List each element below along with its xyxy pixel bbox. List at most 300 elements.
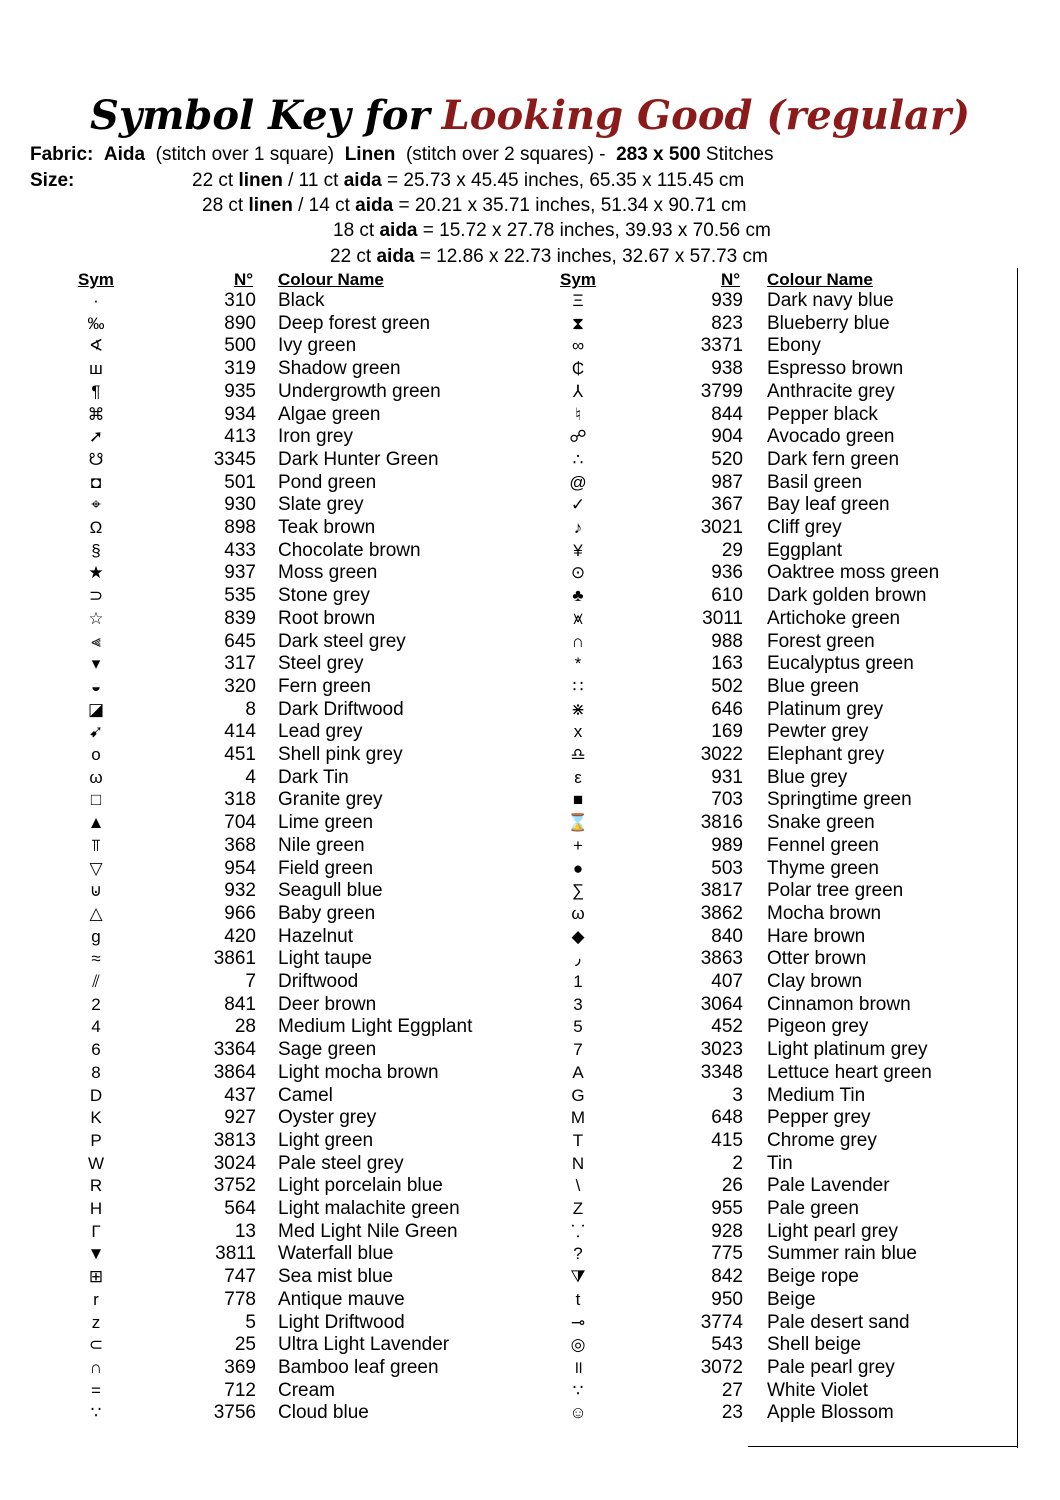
thread-number: 29 — [721, 539, 743, 561]
colour-name: Blue grey — [767, 766, 848, 788]
colour-name: Pale green — [767, 1198, 859, 1219]
stitch-symbol: K — [90, 1108, 102, 1128]
colour-name: Dark Driftwood — [278, 698, 404, 720]
thread-number: 842 — [711, 1266, 743, 1288]
stitch-symbol: 7 — [573, 1040, 583, 1060]
stitch-symbol: ω — [571, 903, 585, 923]
size-line — [202, 195, 747, 217]
stitch-symbol: ∑ — [571, 881, 585, 901]
thread-number: 413 — [224, 426, 256, 448]
stitch-symbol: 8 — [91, 1062, 101, 1082]
thread-number: 747 — [224, 1266, 256, 1288]
stitch-symbol: ★ — [88, 563, 104, 583]
fabric-linen-note: (stitch over 2 squares) - — [405, 144, 606, 165]
size-pre: 18 ct — [333, 220, 375, 241]
stitch-symbol: Ω — [89, 518, 103, 537]
colour-name: Blue green — [767, 675, 859, 697]
stitch-symbol: ☺ — [569, 1403, 587, 1423]
stitch-symbol: D — [89, 1085, 103, 1105]
stitch-symbol: ¶ — [91, 381, 101, 401]
thread-number: 420 — [224, 925, 256, 947]
stitch-symbol: 2 — [91, 994, 101, 1014]
fabric-aida: Aida — [103, 144, 146, 165]
size-line — [333, 220, 771, 242]
colour-name: Pigeon grey — [767, 1016, 869, 1038]
stitch-symbol: A — [572, 1062, 584, 1082]
stitch-symbol: N — [571, 1153, 585, 1173]
stitch-symbol: @ — [569, 472, 587, 492]
colour-name: Undergrowth green — [278, 380, 441, 402]
thread-number: 4 — [245, 766, 256, 788]
colour-name: Bay leaf green — [767, 494, 890, 516]
colour-name: Light Driftwood — [278, 1311, 405, 1333]
colour-name: Light mocha brown — [278, 1061, 439, 1083]
stitch-symbol: ▽ — [89, 858, 103, 878]
stitch-symbol: · — [93, 291, 99, 310]
size-aida: aida — [343, 170, 382, 191]
thread-number: 3864 — [213, 1061, 256, 1083]
stitch-symbol: ⌘ — [87, 404, 105, 424]
colour-name: Basil green — [767, 471, 863, 493]
colour-name: Artichoke green — [767, 607, 901, 629]
thread-number: 898 — [224, 517, 256, 538]
stitch-symbol: ▼ — [87, 1244, 105, 1264]
colour-name: Root brown — [278, 607, 376, 629]
colour-name: Beige — [767, 1288, 816, 1310]
thread-number: 950 — [711, 1288, 743, 1310]
stitch-symbol: ⊍ — [89, 881, 103, 901]
colour-name: Black — [278, 290, 325, 311]
thread-number: 3022 — [700, 744, 743, 765]
stitch-symbol: ω — [89, 767, 103, 787]
stitch-symbol: ☋ — [88, 449, 104, 469]
stitch-symbol: § — [91, 540, 101, 560]
thread-number: 3861 — [213, 948, 256, 970]
colour-name: Mocha brown — [767, 902, 882, 924]
colour-name: Sea mist blue — [278, 1266, 394, 1288]
stitch-symbol: t — [575, 1289, 581, 1309]
size-line — [330, 246, 768, 268]
colour-name: Nile green — [278, 834, 365, 856]
thread-number: 3799 — [700, 380, 743, 402]
thread-number: 437 — [224, 1084, 256, 1106]
thread-number: 3813 — [213, 1129, 256, 1151]
stitch-symbol: ∩ — [89, 1357, 103, 1377]
thread-number: 310 — [224, 290, 256, 311]
right-border-line — [1017, 268, 1018, 1448]
thread-number: 501 — [224, 471, 256, 493]
colour-name: Granite grey — [278, 789, 383, 811]
thread-number: 3817 — [700, 880, 743, 902]
thread-number: 955 — [711, 1198, 743, 1219]
thread-number: 3752 — [213, 1175, 256, 1197]
thread-number: 966 — [224, 902, 256, 924]
stitch-symbol: ¥ — [573, 540, 583, 560]
stitch-symbol: 3 — [573, 994, 583, 1014]
stitch-symbol: ⫷ — [91, 631, 101, 651]
stitch-symbol: ₵ — [571, 359, 585, 379]
colour-name: Clay brown — [767, 971, 863, 992]
fabric-label: Fabric: — [30, 144, 94, 165]
stitch-symbol: ॥ — [572, 1357, 584, 1377]
colour-name: Avocado green — [767, 426, 895, 448]
colour-name: Springtime green — [767, 789, 912, 811]
colour-name: Eggplant — [767, 539, 843, 561]
stitch-symbol: ε — [574, 767, 582, 787]
thread-number: 703 — [711, 789, 743, 811]
thread-number: 954 — [224, 857, 256, 879]
size-mid: / 11 ct — [288, 170, 339, 191]
thread-number: 3863 — [700, 948, 743, 970]
thread-number: 163 — [711, 653, 743, 675]
colour-name: Lead grey — [278, 721, 363, 743]
thread-number: 3816 — [700, 812, 743, 834]
colour-name: Pewter grey — [767, 721, 869, 743]
thread-number: 3348 — [700, 1061, 743, 1083]
stitch-symbol: ◎ — [570, 1335, 586, 1355]
stitch-symbol: 6 — [91, 1040, 101, 1060]
thread-number: 930 — [224, 494, 256, 516]
colour-name: Beige rope — [767, 1266, 859, 1288]
stitch-symbol: o — [91, 745, 101, 764]
thread-number: 317 — [224, 653, 256, 675]
colour-name: Light platinum grey — [767, 1039, 928, 1061]
stitch-symbol: ⩙ — [573, 608, 583, 628]
stitch-symbol: z — [91, 1312, 101, 1332]
thread-number: 937 — [224, 562, 256, 584]
thread-number: 839 — [224, 607, 256, 629]
thread-number: 535 — [224, 585, 256, 607]
thread-number: 169 — [711, 721, 743, 743]
pattern-name: Looking Good (regular) — [441, 92, 971, 139]
colour-name: Chrome grey — [767, 1129, 877, 1151]
colour-name: Ivy green — [278, 335, 357, 357]
thread-number: 3024 — [213, 1152, 256, 1174]
thread-number: 3011 — [702, 607, 743, 629]
thread-number: 3756 — [213, 1402, 256, 1424]
colour-name: Fennel green — [767, 834, 879, 856]
stitch-symbol: P — [90, 1130, 102, 1150]
stitch-symbol: ≈ — [91, 949, 101, 969]
fabric-aida-note: (stitch over 1 square) — [155, 144, 335, 165]
colour-name: Thyme green — [767, 857, 879, 879]
stitch-symbol: ♮ — [574, 404, 582, 424]
thread-number: 367 — [711, 494, 743, 516]
stitch-symbol: ☍ — [569, 427, 587, 447]
colour-name: Slate grey — [278, 494, 364, 516]
stitch-symbol: ▾ — [91, 654, 101, 674]
thread-number: 939 — [711, 290, 743, 311]
colour-name: Lime green — [278, 812, 374, 834]
colour-name: Pond green — [278, 471, 377, 493]
size-mid: / 14 ct — [298, 195, 350, 216]
thread-number: 840 — [711, 925, 743, 947]
colour-name: Cliff grey — [767, 517, 842, 538]
size-aida: aida — [376, 246, 415, 267]
stitch-symbol: ⊞ — [88, 1267, 104, 1287]
stitch-symbol: M — [570, 1108, 586, 1128]
thread-number: 989 — [711, 834, 743, 856]
thread-number: 28 — [234, 1016, 256, 1038]
stitch-symbol: 4 — [91, 1017, 101, 1037]
size-linen: linen — [248, 195, 293, 216]
thread-number: 415 — [711, 1129, 743, 1151]
stitch-symbol: ∷ — [572, 676, 584, 696]
colour-name: Dark steel grey — [278, 630, 406, 652]
thread-number: 987 — [711, 471, 743, 493]
size-dims: = 12.86 x 22.73 inches, 32.67 x 57.73 cm — [419, 246, 768, 267]
stitch-symbol: △ — [89, 903, 103, 923]
stitch-symbol: ◆ — [571, 926, 585, 946]
colour-name: Snake green — [767, 812, 875, 834]
stitch-symbol: 1 — [573, 972, 583, 991]
thread-number: 904 — [711, 426, 743, 448]
colour-name: Cloud blue — [278, 1402, 369, 1424]
thread-number: 3862 — [700, 902, 743, 924]
stitch-symbol: ⫪ — [91, 835, 101, 855]
colour-name: Camel — [278, 1084, 333, 1106]
thread-number: 988 — [711, 630, 743, 652]
thread-number: 3811 — [215, 1243, 256, 1265]
size-dims: = 25.73 x 45.45 inches, 65.35 x 115.45 cm — [387, 170, 745, 191]
colour-name: Deer brown — [278, 993, 377, 1015]
colour-name: Shadow green — [278, 358, 401, 380]
stitch-symbol: ٫ — [575, 949, 581, 969]
thread-number: 543 — [711, 1334, 743, 1356]
colour-name: Deep forest green — [278, 312, 431, 334]
size-pre: 22 ct — [330, 246, 372, 267]
stitch-symbol: ⊃ — [88, 586, 104, 606]
colour-name: Sage green — [278, 1039, 377, 1061]
colour-name: Espresso brown — [767, 358, 904, 380]
colour-name: Field green — [278, 857, 374, 879]
colour-name: Lettuce heart green — [767, 1061, 932, 1083]
stitch-symbol: ш — [89, 359, 103, 379]
colour-name: Pale Lavender — [767, 1175, 890, 1197]
colour-name: Pale steel grey — [278, 1152, 404, 1174]
stitch-symbol: ∞ — [571, 336, 585, 356]
stitch-symbol: ♣ — [572, 586, 584, 606]
colour-name: Driftwood — [278, 971, 359, 992]
thread-number: 936 — [711, 562, 743, 584]
colour-name: Dark navy blue — [767, 290, 894, 311]
stitch-symbol: ➚ — [88, 427, 104, 447]
size-pre: 22 ct — [192, 170, 234, 191]
stitch-symbol: ⸪ — [571, 1221, 585, 1241]
colour-name: Cream — [278, 1379, 336, 1401]
thread-number: 3 — [732, 1084, 743, 1106]
colour-name: Ultra Light Lavender — [278, 1334, 450, 1356]
colour-name: Antique mauve — [278, 1288, 405, 1310]
thread-number: 645 — [224, 630, 256, 652]
thread-number: 3774 — [700, 1311, 743, 1333]
stitches-word: Stitches — [705, 144, 774, 165]
thread-number: 2 — [732, 1152, 743, 1174]
colour-name: Bamboo leaf green — [278, 1356, 439, 1378]
thread-number: 775 — [711, 1243, 743, 1265]
stitch-symbol: ◒ — [90, 676, 102, 696]
thread-number: 7 — [245, 971, 256, 992]
thread-number: 369 — [224, 1356, 256, 1378]
thread-number: 931 — [711, 766, 743, 788]
colour-name: Hare brown — [767, 925, 866, 947]
thread-number: 319 — [224, 358, 256, 380]
stitch-symbol: ⅄ — [572, 381, 584, 401]
colour-name: Summer rain blue — [767, 1243, 917, 1265]
stitch-symbol: = — [91, 1380, 101, 1400]
stitch-symbol: ◪ — [87, 699, 105, 719]
thread-number: 503 — [711, 857, 743, 879]
stitch-symbol: ∴ — [572, 449, 584, 469]
colour-name: Elephant grey — [767, 744, 885, 765]
colour-name: Forest green — [767, 630, 875, 652]
stitch-symbol: ⫽ — [92, 972, 100, 991]
stitch-symbol: r — [93, 1289, 99, 1309]
thread-number: 26 — [721, 1175, 743, 1197]
thread-number: 520 — [711, 448, 743, 470]
colour-name: Medium Light Eggplant — [278, 1016, 473, 1038]
thread-number: 932 — [224, 880, 256, 902]
thread-number: 13 — [234, 1220, 256, 1242]
colour-name: Anthracite grey — [767, 380, 895, 402]
stitch-symbol: g — [91, 926, 101, 946]
thread-number: 502 — [711, 675, 743, 697]
colour-name: Chocolate brown — [278, 539, 421, 561]
stitch-symbol: □ — [90, 790, 102, 810]
thread-number: 3371 — [700, 335, 743, 357]
size-linen: linen — [238, 170, 283, 191]
thread-number: 927 — [224, 1107, 256, 1129]
thread-number: 778 — [224, 1288, 256, 1310]
colour-name: Oyster grey — [278, 1107, 377, 1129]
stitch-symbol: G — [571, 1085, 585, 1105]
thread-number: 712 — [224, 1379, 256, 1401]
thread-number: 844 — [711, 403, 743, 425]
colour-name: Otter brown — [767, 948, 867, 970]
colour-name: Light malachite green — [278, 1198, 460, 1219]
page-title — [0, 92, 1060, 139]
stitch-symbol: ∩ — [571, 631, 585, 651]
thread-number: 938 — [711, 358, 743, 380]
stitch-symbol: x — [573, 722, 583, 742]
thread-number: 25 — [234, 1334, 256, 1356]
thread-number: 414 — [224, 721, 256, 743]
colour-name: Dark golden brown — [767, 585, 927, 607]
thread-number: 841 — [224, 993, 256, 1015]
colour-name: Dark fern green — [767, 448, 900, 470]
stitch-symbol: ⊂ — [88, 1335, 104, 1355]
stitch-symbol: ⊸ — [570, 1312, 586, 1332]
header-sym-right: Sym — [560, 270, 596, 289]
colour-name: Tin — [767, 1152, 793, 1174]
colour-name: Waterfall blue — [278, 1243, 394, 1265]
colour-name: Cinnamon brown — [767, 993, 911, 1015]
colour-name: Moss green — [278, 562, 378, 584]
thread-number: 646 — [711, 698, 743, 720]
size-label: Size: — [30, 170, 75, 191]
colour-name: Shell pink grey — [278, 744, 403, 765]
size-aida: aida — [379, 220, 418, 241]
thread-number: 452 — [711, 1016, 743, 1038]
thread-number: 5 — [245, 1311, 256, 1333]
thread-number: 27 — [721, 1379, 743, 1401]
colour-name: Apple Blossom — [767, 1402, 894, 1424]
size-pre: 28 ct — [202, 195, 244, 216]
thread-number: 935 — [224, 380, 256, 402]
stitch-symbol: W — [87, 1153, 105, 1173]
stitch-symbol: ■ — [572, 790, 584, 810]
colour-name: Shell beige — [767, 1334, 862, 1356]
header-name-right: Colour Name — [767, 270, 873, 289]
stitch-symbol: ● — [572, 858, 584, 878]
stitch-symbol: ♪ — [573, 518, 583, 537]
stitch-symbol: ➹ — [88, 722, 104, 742]
colour-name: Med Light Nile Green — [278, 1220, 458, 1242]
thread-number: 823 — [711, 312, 743, 334]
stitch-symbol: \ — [575, 1176, 581, 1196]
colour-name: Light pearl grey — [767, 1220, 898, 1242]
colour-name: Medium Tin — [767, 1084, 866, 1106]
colour-name: Oaktree moss green — [767, 562, 940, 584]
size-aida: aida — [355, 195, 394, 216]
thread-number: 433 — [224, 539, 256, 561]
thread-number: 564 — [224, 1198, 256, 1219]
stitch-symbol: H — [89, 1199, 103, 1218]
stitch-symbol: ⋇ — [570, 699, 586, 719]
header-num-left: N° — [234, 270, 254, 289]
stitch-symbol: ∵ — [90, 1403, 102, 1423]
thread-number: 23 — [721, 1402, 743, 1424]
colour-name: Polar tree green — [767, 880, 904, 902]
colour-name: White Violet — [767, 1379, 869, 1401]
colour-name: Eucalyptus green — [767, 653, 914, 675]
stitch-symbol: ? — [573, 1244, 583, 1264]
stitch-symbol: 5 — [573, 1017, 583, 1037]
header-num-right: N° — [721, 270, 741, 289]
stitch-symbol: ⧩ — [570, 1267, 586, 1287]
thread-number: 3364 — [213, 1039, 256, 1061]
colour-name: Algae green — [278, 403, 381, 425]
colour-name: Light taupe — [278, 948, 373, 970]
colour-name: Pepper grey — [767, 1107, 871, 1129]
colour-name: Hazelnut — [278, 925, 353, 947]
stitch-symbol: ☆ — [88, 608, 104, 628]
stitch-symbol: ∵ — [572, 1380, 584, 1400]
size-dims: = 15.72 x 27.78 inches, 39.93 x 70.56 cm — [422, 220, 771, 241]
fabric-linen: Linen — [344, 144, 396, 165]
stitch-symbol: ⌛ — [567, 813, 589, 833]
colour-name: Pepper black — [767, 403, 878, 425]
header-sym-left: Sym — [78, 270, 114, 289]
thread-number: 368 — [224, 834, 256, 856]
size-dims: = 20.21 x 35.71 inches, 51.34 x 90.71 cm — [398, 195, 747, 216]
thread-number: 320 — [224, 675, 256, 697]
stitch-symbol: R — [89, 1176, 103, 1196]
colour-name: Dark Tin — [278, 766, 349, 788]
stitch-symbol: ∢ — [88, 336, 104, 356]
thread-number: 3345 — [213, 448, 256, 470]
thread-number: 451 — [224, 744, 256, 765]
colour-name: Platinum grey — [767, 698, 884, 720]
header-name-left: Colour Name — [278, 270, 384, 289]
stitch-symbol: ⊙ — [570, 563, 586, 583]
thread-number: 8 — [245, 698, 256, 720]
thread-number: 500 — [224, 335, 256, 357]
colour-name: Teak brown — [278, 517, 376, 538]
stitch-symbol: Γ — [91, 1221, 101, 1241]
colour-name: Ebony — [767, 335, 821, 357]
colour-name: Baby green — [278, 902, 376, 924]
